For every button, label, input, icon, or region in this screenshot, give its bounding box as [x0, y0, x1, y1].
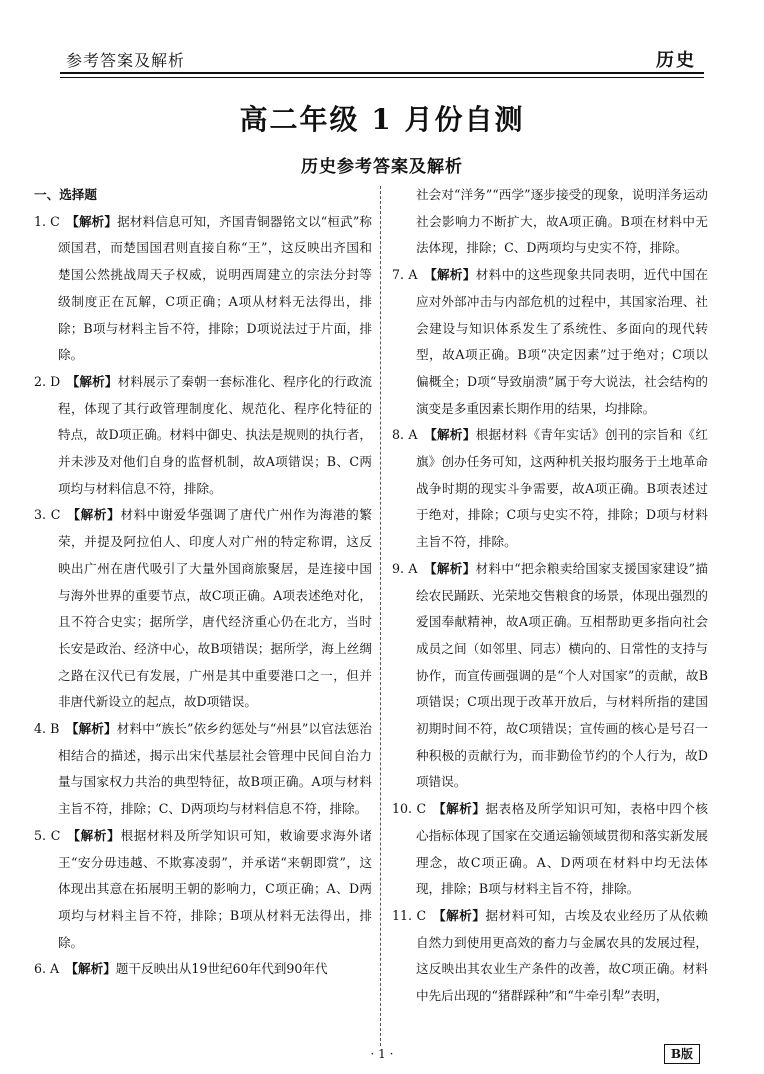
analysis-tag: 【解析】 [66, 213, 118, 229]
answer-item [34, 209, 372, 369]
answer-text: 材料中谢爱华强调了唐代广州作为海港的繁荣，并提及阿拉伯人、印度人对广州的特定称谓，这反映出广州在唐代吸引了大量外国商旅聚居，是连接中国与海外世界的重要节点，故C项正确。A项表述绝对化，且不符合史实；据所学，唐代经济重心仍在北方，当时长安是政治、经济中心，故B项错误；据所学，海上丝绸之路在汉代已有发展，广州是其中重要港口之一，但并非唐代新设立的起点，故D项错误。 [57, 507, 373, 710]
answer-text: 题干反映出从19世纪60年代到90年代 [115, 961, 328, 977]
analysis-tag: 【解析】 [66, 827, 121, 843]
column-divider [380, 186, 381, 1046]
answer-item [392, 422, 708, 556]
analysis-tag: 【解析】 [66, 507, 121, 523]
answer-text: 材料中的这些现象共同表明，近代中国在应对外部冲击与内部危机的过程中，其国家治理、社会建设与知识体系发生了系统性、多面向的现代转型，故A项正确。B项“决定因素”过于绝对；C项以偏概全；D项“导致崩溃”属于夸大说法，社会结构的演变是多重因素长期作用的结果，均排除。 [415, 267, 709, 416]
header-left-label: 参考答案及解析 [66, 51, 186, 70]
answer-text: 根据材料《青年实话》创刊的宗旨和《红旗》创办任务可知，这两种机关报均服务于土地革命战争时期的现实斗争需要，故A项正确。B项表述过于绝对，排除；C项与史实不符，排除；D项与材料主旨不符，排除。 [415, 427, 709, 550]
analysis-tag: 【解析】 [423, 267, 476, 283]
answer-text: 据材料信息可知，齐国青铜器铭文以“桓武”称颂国君，而楚国国君则直接自称“王”，这反映出齐国和楚国公然挑战周天子权威，说明西周建立的宗法分封等级制度正在瓦解，C项正确；A项从材料无法得出，排除；B项与材料主旨不符，排除；D项说法过于片面，排除。 [57, 213, 373, 363]
answer-text: 材料中“把余粮卖给国家支援国家建设”描绘农民踊跃、光荣地交售粮食的场景，体现出强烈的爱国奉献精神，故A项正确。互相帮助更多指向社会成员之间（如邻里、同志）横向的、日常性的支持与协作，而宣传画强调的是“个人对国家”的贡献，故B项错误；C项出现于改革开放后，与材料所指的建国初期时间不符，故C项错误；宣传画的核心是号召一种积极的贡献行为，而非勤俭节约的个人行为，故D项错误。 [415, 560, 708, 790]
left-column [34, 182, 372, 983]
section-heading: 一、选择题 [34, 187, 97, 202]
answer-item [34, 369, 372, 503]
answer-item [34, 823, 372, 957]
version-badge: B版 [664, 1044, 700, 1064]
analysis-tag: 【解析】 [65, 721, 117, 737]
header-rule-thick [60, 72, 704, 74]
answer-number: 3. C [34, 507, 61, 523]
page-title: 高二年级 1 月份自测 [239, 103, 525, 136]
analysis-tag: 【解析】 [65, 961, 116, 977]
analysis-tag: 【解析】 [423, 560, 476, 576]
answer-item [392, 556, 708, 796]
answer-item [392, 262, 708, 422]
answer-text: 据材料可知，古埃及农业经历了从依赖自然力到使用更高效的畜力与金属农具的发展过程，这反映出其农业生产条件的改善，故C项正确。材料中先后出现的“猪群踩种”和“牛牵引犁”表明， [415, 907, 709, 1004]
answer-item [392, 903, 708, 1010]
answer-number: 4. B [34, 721, 60, 737]
answer-number: 10. C [392, 801, 427, 817]
analysis-tag: 【解析】 [423, 427, 476, 443]
answer-number: 11. C [392, 907, 427, 923]
answer-number: 8. A [392, 427, 418, 443]
answer-item [34, 956, 372, 983]
answer-item [34, 502, 372, 716]
answer-text: 根据材料及所学知识可知，敕谕要求海外诸王“安分毋违越、不欺寡凌弱”，并承诺“来朝即赏”，这体现出其意在拓展明王朝的影响力，C项正确；A、D两项均与材料主旨不符，排除；B项从材料无法得出，排除。 [57, 827, 373, 950]
answer-item [392, 182, 708, 262]
answer-number: 5. C [34, 827, 61, 843]
answer-text: 社会对“洋务”“西学”逐步接受的现象，说明洋务运动社会影响力不断扩大，故A项正确。B项在材料中无法体现，排除；C、D两项均与史实不符，排除。 [415, 187, 708, 256]
answer-item [392, 796, 708, 903]
analysis-tag: 【解析】 [432, 907, 486, 923]
page-number: · 1 · [370, 1047, 394, 1061]
answer-item [34, 716, 372, 823]
analysis-tag: 【解析】 [66, 373, 118, 389]
answer-number: 1. C [34, 213, 60, 229]
page-subtitle: 历史参考答案及解析 [301, 157, 463, 177]
header-subject-label: 历史 [656, 50, 696, 71]
answer-text: 材料展示了秦朝一套标准化、程序化的行政流程，体现了其行政管理制度化、规范化、程序化特征的特点，故D项正确。材料中御史、执法是规则的执行者，并未涉及对他们自身的监督机制，故A项错误；B、C两项均与材料信息不符，排除。 [57, 373, 372, 496]
answer-number: 2. D [34, 373, 61, 389]
answer-number: 7. A [392, 267, 418, 283]
answer-text: 材料中“族长”依乡约惩处与“州县”以官法惩治相结合的描述，揭示出宋代基层社会管理中民间自治力量与国家权力共治的典型特征，故B项正确。A项与材料主旨不符，排除；C、D两项均与材料信息不符，排除。 [57, 721, 373, 817]
answer-number: 6. A [34, 961, 60, 977]
right-column [392, 182, 708, 1010]
answer-number: 9. A [392, 560, 418, 576]
analysis-tag: 【解析】 [432, 801, 486, 817]
answer-text: 据表格及所学知识可知，表格中四个核心指标体现了国家在交通运输领域贯彻和落实新发展理念，故C项正确。A、D两项在材料中均无法体现，排除；B项与材料主旨不符，排除。 [415, 801, 709, 897]
header-rule-thin [60, 77, 704, 78]
